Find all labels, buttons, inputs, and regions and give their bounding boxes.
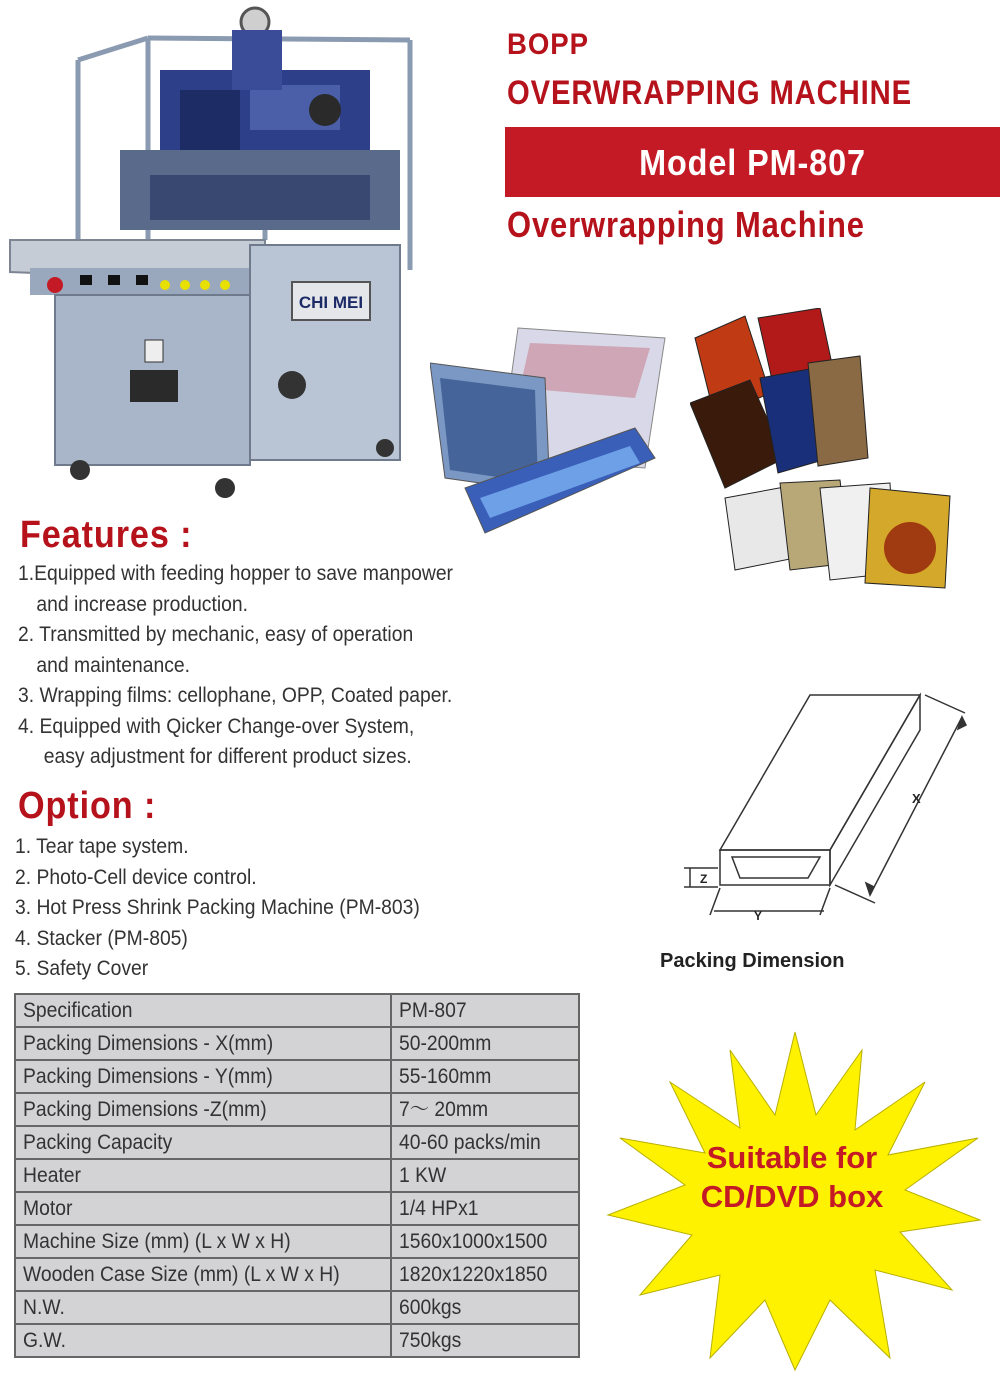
spec-value: 1820x1220x1850	[398, 1263, 547, 1286]
option-item: 1. Tear tape system.	[15, 835, 189, 858]
spec-value: PM-807	[398, 999, 467, 1022]
packing-dimension-diagram	[680, 685, 1000, 945]
feature-item: 3. Wrapping films: cellophane, OPP, Coated paper.	[18, 684, 453, 707]
spec-value: 55-160mm	[398, 1065, 492, 1088]
spec-value: 1 KW	[398, 1164, 446, 1187]
spec-label: Motor	[23, 1197, 73, 1220]
dvd-collection-photo	[690, 308, 980, 593]
feature-item: 1.Equipped with feeding hopper to save manpower	[18, 562, 454, 585]
spec-label: Specification	[23, 999, 133, 1022]
feature-item: and maintenance.	[36, 653, 191, 677]
option-item: 5. Safety Cover	[15, 957, 149, 980]
starburst-line1: Suitable for	[706, 1140, 878, 1175]
spec-label: Packing Dimensions - X(mm)	[23, 1032, 274, 1055]
packing-dimension-label: Packing Dimension	[660, 950, 845, 972]
table-row	[15, 1324, 579, 1357]
features-list	[18, 559, 453, 773]
table-row	[15, 1126, 579, 1159]
dimension-y-label: Y	[754, 909, 763, 923]
spec-label: Packing Capacity	[23, 1131, 173, 1154]
cd-box-photo	[430, 318, 680, 543]
spec-value: 1/4 HPx1	[398, 1197, 479, 1220]
spec-label: Heater	[23, 1164, 81, 1187]
table-row	[15, 1258, 579, 1291]
spec-value: 1560x1000x1500	[398, 1230, 547, 1253]
spec-label: N.W.	[23, 1296, 65, 1319]
spec-value: 600kgs	[398, 1296, 461, 1319]
starburst-line2: CD/DVD box	[700, 1179, 884, 1214]
model-title: Model PM-807	[639, 142, 866, 183]
title-line-bopp: BOPP	[507, 28, 589, 61]
spec-table	[14, 993, 580, 1358]
spec-label: Packing Dimensions -Z(mm)	[23, 1098, 267, 1121]
spec-label: Machine Size (mm) (L x W x H)	[23, 1230, 291, 1253]
spec-label: G.W.	[23, 1329, 66, 1352]
subtitle: Overwrapping Machine	[507, 204, 865, 245]
table-row	[15, 1093, 579, 1126]
spec-value: 40-60 packs/min	[398, 1131, 541, 1154]
table-row	[15, 1192, 579, 1225]
starburst-text	[642, 1138, 942, 1216]
feature-item: 2. Transmitted by mechanic, easy of operation	[18, 623, 414, 646]
title-line-machine: OVERWRAPPING MACHINE	[507, 74, 912, 112]
option-list	[15, 832, 420, 985]
spec-label: Wooden Case Size (mm) (L x W x H)	[23, 1263, 340, 1286]
table-row	[15, 1060, 579, 1093]
spec-value: 7～ 20mm	[398, 1098, 488, 1121]
option-item: 3. Hot Press Shrink Packing Machine (PM-803)	[15, 896, 420, 919]
features-heading: Features :	[20, 514, 193, 556]
dimension-x-label: X	[912, 791, 921, 806]
option-item: 2. Photo-Cell device control.	[15, 865, 257, 889]
spec-value: 50-200mm	[398, 1032, 492, 1055]
option-item: 4. Stacker (PM-805)	[15, 926, 188, 950]
machine-photo	[0, 0, 430, 510]
dimension-z-label: Z	[700, 872, 708, 886]
spec-label: Packing Dimensions - Y(mm)	[23, 1065, 273, 1088]
table-row	[15, 994, 579, 1027]
spec-value: 750kgs	[398, 1329, 461, 1352]
table-row	[15, 1225, 579, 1258]
feature-item: 4. Equipped with Qicker Change-over System,	[18, 714, 415, 738]
table-row	[15, 1027, 579, 1060]
table-row	[15, 1291, 579, 1324]
feature-item: and increase production.	[36, 592, 249, 616]
brand-plate: CHI MEI	[298, 293, 364, 312]
table-row	[15, 1159, 579, 1192]
option-heading: Option :	[18, 785, 157, 827]
feature-item: easy adjustment for different product sizes.	[43, 745, 412, 768]
